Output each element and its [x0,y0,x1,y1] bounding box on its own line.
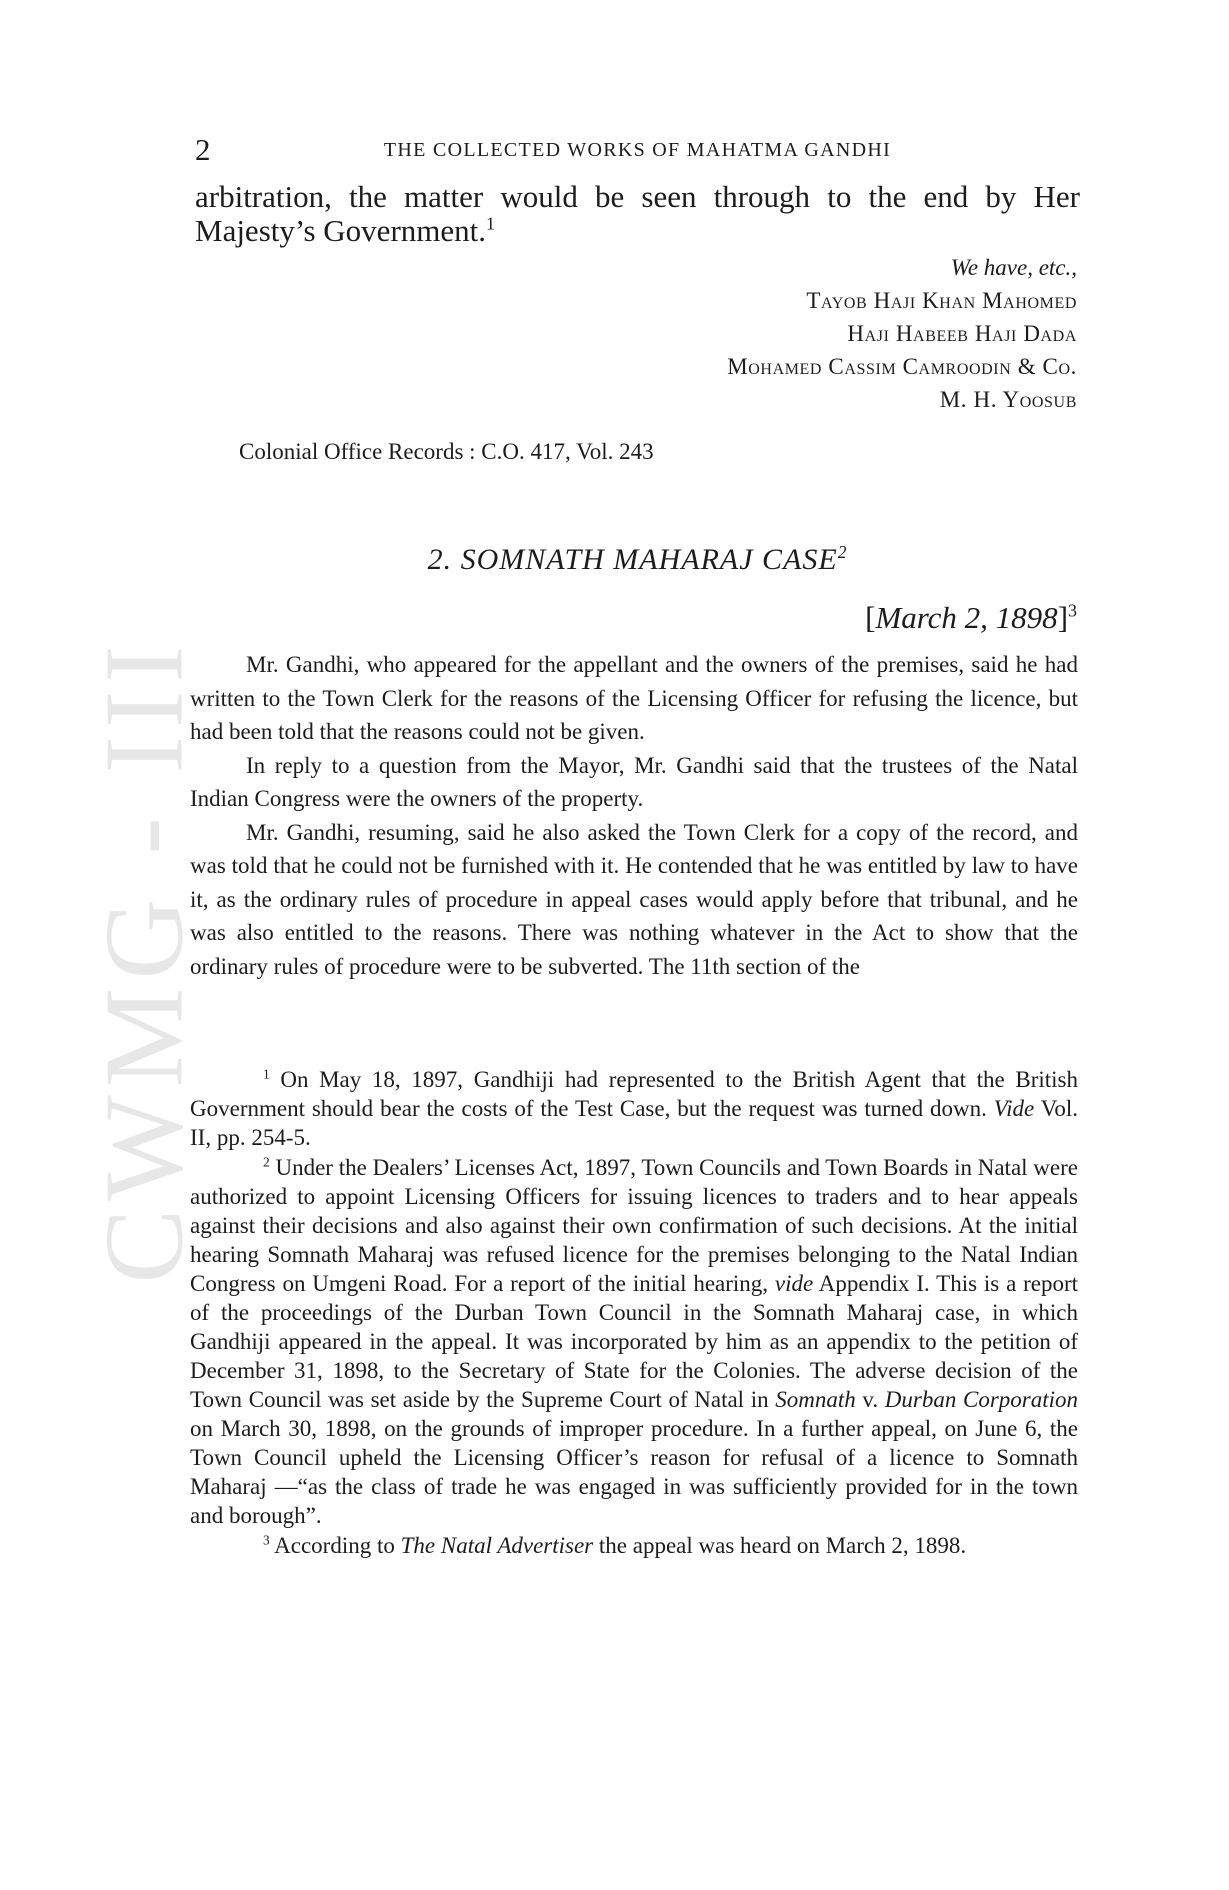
footnote-3-mark: 3 [263,1532,270,1548]
signatory-3: Mohamed Cassim Camroodin & Co. [727,354,1077,379]
footnote-2-text-b: Appendix I. This is a report of the proceedings of the Durban Town Council in the Somnath Maharaj case, in which Gandhiji appeared in the appeal. It was incorporated by him as an appendix to the petition of December 31, 1898, to the Secretary of State for the Colonies. The adverse decision of the Town Council was set aside by the Supreme Court of Natal in [190,1271,1079,1412]
footnote-2-text-a: Under the Dealers’ Licenses Act, 1897, Town Councils and Town Boards in Natal were authorized to appoint Licensing Officers for issuing licences to traders and to hear appeals against their decisions and also against their own confirmation of such decisions. At the initial hearing Somnath Maharaj was refused licence for the premises belonging to the Natal Indian Congress on Umgeni Road. For a report of the initial hearing, [190,1155,1078,1296]
date-close-bracket: ] [1057,600,1069,635]
document-title [195,540,1080,580]
footnote-3-text-b: the appeal was heard on March 2, 1898. [598,1533,967,1558]
date-text: March 2, 1898 [875,600,1058,635]
footnote-2-text-c: on March 30, 1898, on the grounds of improper procedure. In a further appeal, on June 6, the Town Council upheld the Licensing Officer’s reason for refusal of a licence to Somnath Maharaj —“as the class of trade he was engaged in was sufficiently provided for in the town and borough”. [190,1416,1078,1528]
lead-paragraph [195,180,1080,248]
footnote-1-vide: Vide [993,1096,1035,1121]
body-paragraph: In reply to a question from the Mayor, Mr. Gandhi said that the trustees of the Natal Indian Congress were the owners of the property. [190,752,1078,811]
running-head: THE COLLECTED WORKS OF MAHATMA GANDHI [383,139,892,161]
footnote-1-mark: 1 [263,1066,270,1082]
document-title-text: 2. SOMNATH MAHARAJ CASE [427,543,838,576]
footnote-2-versus: v. [862,1387,879,1412]
body-paragraph: Mr. Gandhi, who appeared for the appellant and the owners of the premises, said he had written to the Town Clerk for the reasons of the Licensing Officer for refusing the licence, but had been told that the reasons could not be given. [190,652,1078,744]
footnote-3-paper: The Natal Advertiser [400,1533,594,1558]
signatory-4: M. H. Yoosub [939,387,1077,412]
watermark-text: CWMG - III [82,636,207,1284]
body-paragraph: Mr. Gandhi, resuming, said he also asked the Town Clerk for a copy of the record, and was told that he could not be furnished with it. He contended that he was entitled by law to have it, as the ordinary rules of procedure in appeal cases would apply before that tribunal, and he was also entitled to the reasons. There was nothing whatever in the Act to show that the ordinary rules of procedure were to be subverted. The 11th section of the [190,819,1078,979]
footnote-ref-2: 2 [837,542,848,562]
footnote-2-mark: 2 [263,1154,270,1170]
page-header [195,130,1080,170]
signoff-block [727,251,1077,416]
body-text [190,648,1078,983]
footnote-1 [190,1065,1078,1152]
footnote-1-text-a: On May 18, 1897, Gandhiji had represented to the British Agent that the British Government should bear the costs of the Test Case, but the request was turned down. [190,1067,1079,1121]
date-open-bracket: [ [865,600,876,635]
footnote-ref-1: 1 [486,213,495,234]
footnote-1-text-b: Vol. II, pp. 254-5. [190,1096,1078,1150]
lead-text: arbitration, the matter would be seen through to the end by Her Majesty’s Government. [195,179,1080,248]
signatory-2: Haji Habeeb Haji Dada [847,321,1077,346]
footnote-2-vide: vide [774,1271,814,1296]
document-date [865,598,1077,638]
footnote-2-case-b: Durban Corporation [884,1387,1079,1412]
footnote-2 [190,1153,1078,1530]
footnote-3 [190,1531,1078,1560]
watermark [82,540,207,1380]
signatory-1: Tayob Haji Khan Mahomed [806,288,1077,313]
footnotes [190,1065,1078,1561]
footnote-2-case-a: Somnath [775,1387,856,1412]
source-citation: Colonial Office Records : C.O. 417, Vol. 243 [239,439,654,464]
signoff-greeting: We have, etc., [950,255,1077,280]
footnote-ref-3: 3 [1068,600,1077,621]
page-number: 2 [195,132,211,167]
footnote-3-text-a: According to [274,1533,395,1558]
